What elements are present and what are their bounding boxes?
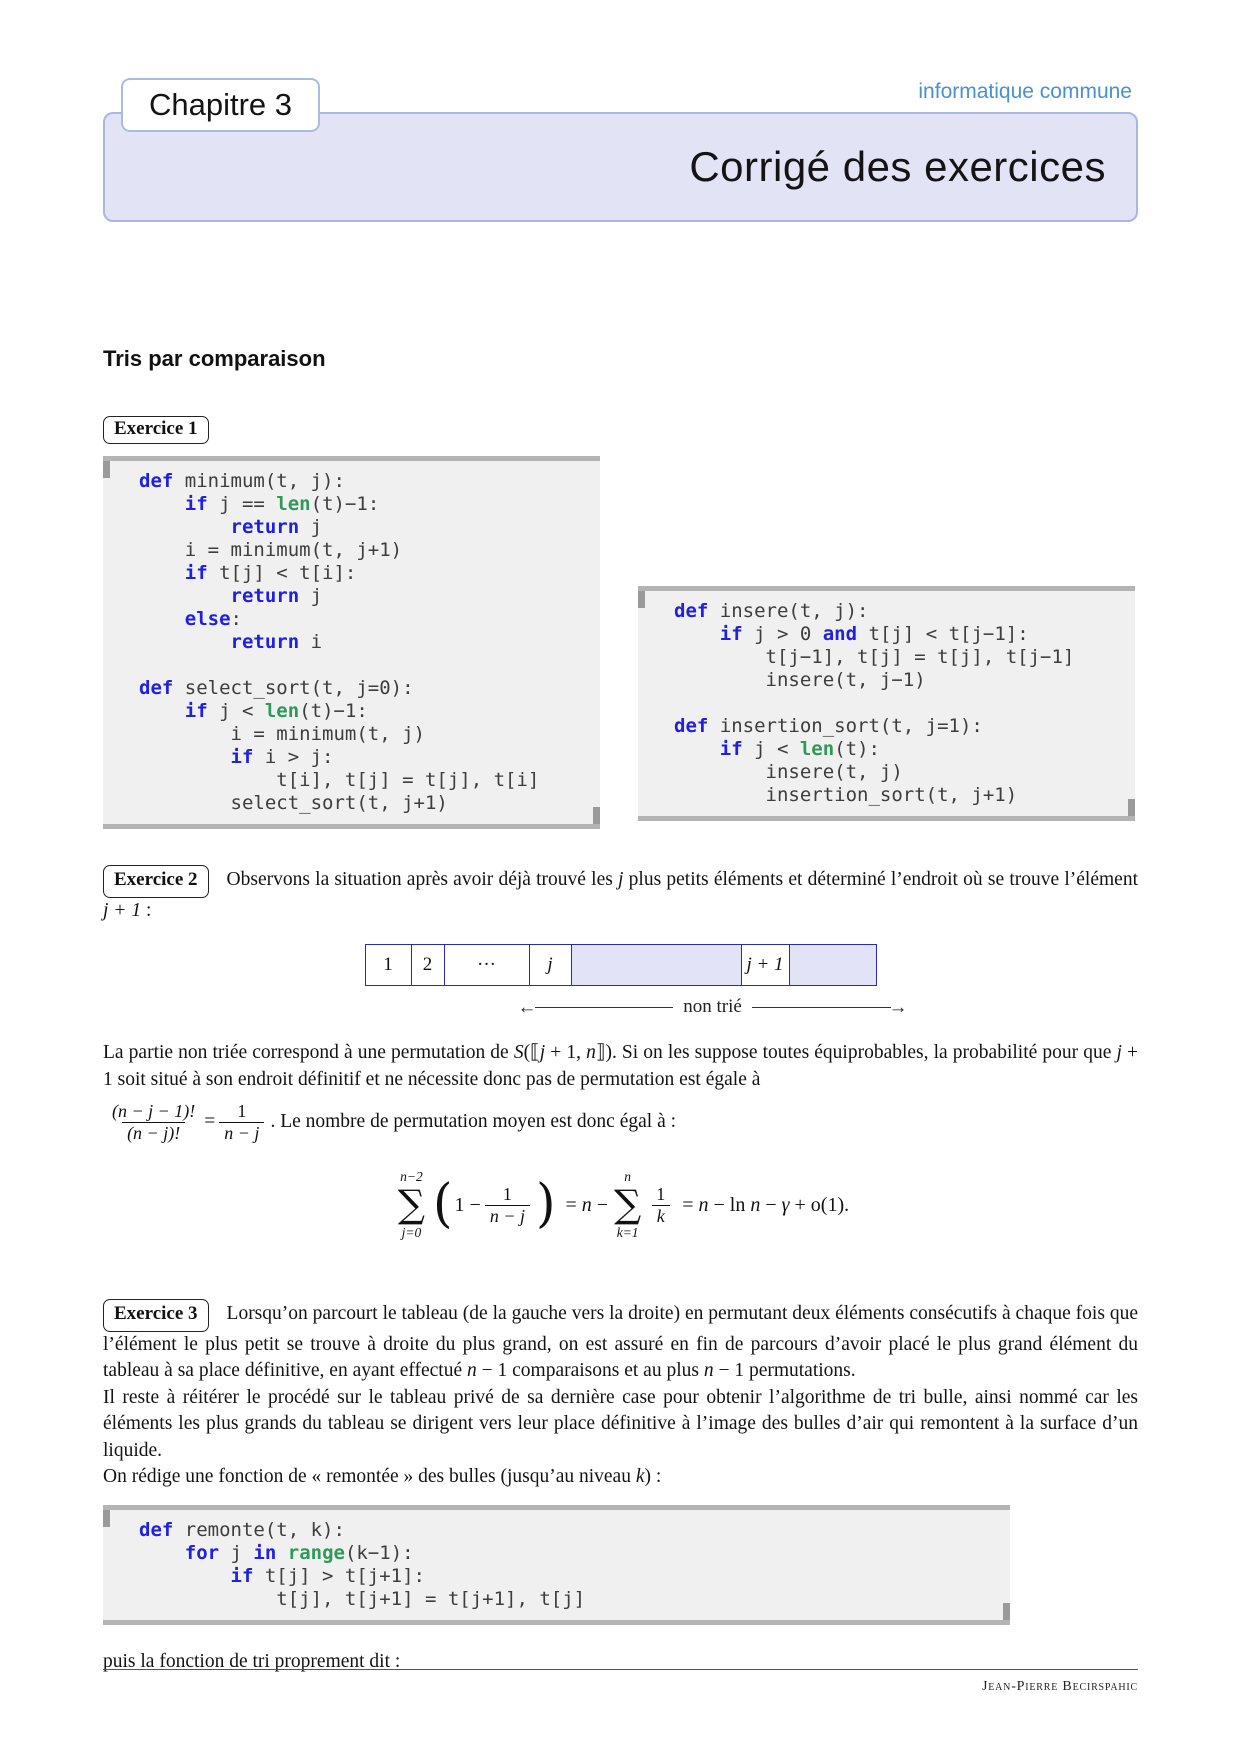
code-text [139,608,185,630]
page-footer [103,1669,1138,1695]
code-line [139,1565,1000,1588]
fraction-numerator: 1 [656,1184,666,1205]
code-text [139,631,231,653]
text-segment: + 1, [545,1042,587,1063]
sigma-icon: ∑ [614,1182,642,1227]
code-text: (t)−1: [310,493,380,515]
code-line [139,608,590,631]
code-text: j [299,585,323,607]
exercise-2-paragraph [103,865,1138,924]
code-text: insertion_sort(t, j+1) [674,784,1018,806]
code-line [139,516,590,539]
code-text: insere(t, j): [708,600,869,622]
code-text [139,1542,185,1564]
code-keyword: if [184,493,208,515]
right-arrow-icon: → [888,996,908,1018]
code-text: i = minimum(t, j+1) [139,539,403,561]
array-cell: 1 [366,945,412,985]
arrow-line [752,1007,891,1008]
probability-line-text: . Le nombre de permutation moyen est donc égal à : [270,1111,677,1133]
sum-lower-limit: k=1 [616,1225,639,1241]
code-line [139,493,590,516]
text-segment: n [698,1193,709,1216]
code-line [674,715,1125,738]
code-line [139,723,590,746]
fraction-numerator: 1 [502,1184,512,1205]
code-line [139,746,590,769]
code-line [139,677,590,700]
code-text: j < [742,738,800,760]
code-text: (k−1): [344,1541,414,1564]
text-segment: − 1 comparaisons et au plus [476,1360,704,1382]
fraction-numerator: (n − j − 1)! [112,1101,196,1121]
exercise-3-paragraph-1 [103,1299,1138,1385]
code-text: t[j] < t[j−1]: [857,623,1029,645]
code-line [674,623,1125,646]
text-segment: − 1 permutations. [713,1360,856,1382]
text-segment: ⟧). Si on les suppose toutes équiprobables, la probabilité pour que [595,1042,1117,1063]
text-segment: Lorsqu’on parcourt le tableau (de la gauche vers la droite) en permutant deux éléments consécutifs à chaque fois que l’élément le plus petit se trouve à droite du plus grand, on est assuré en fin de parcours d’avoir placé le plus grand élément du tableau à sa place définitive, en ayant effectué [103,1303,1138,1382]
section-heading: Tris par comparaison [103,346,326,371]
exercise-2-label: Exercice 2 [103,865,209,898]
fraction-denominator: n − j [219,1122,264,1144]
code-block-insertion-sort [638,586,1135,821]
exercise-3-paragraph-3 [103,1464,1138,1491]
fraction-denominator: n − j [485,1205,530,1227]
sum-lower-limit: j=0 [401,1225,422,1241]
text-segment: − [591,1193,609,1216]
diagram-caption: non trié [683,996,742,1017]
text-segment: On rédige une fonction de « remontée » des bulles (jusqu’au niveau [103,1466,636,1488]
code-text: select_sort(t, j+1) [139,792,448,814]
display-formula [103,1157,1138,1253]
formula-middle [566,1194,609,1217]
array-diagram [365,944,877,986]
code-keyword: def [139,470,174,492]
code-builtin: len [276,493,311,515]
code-keyword: def [674,600,709,622]
code-line [139,539,590,562]
text-segment: − [760,1193,782,1216]
code-line [139,562,590,585]
code-line [674,646,1125,669]
text-segment: + 1 soit situé à son endroit définitif et ne nécessite donc pas de permutation est égale à [103,1042,1138,1090]
fraction [651,1184,670,1226]
code-keyword: and [822,623,858,645]
code-keyword: if [184,562,208,584]
exercise-1-label: Exercice 1 [103,416,209,444]
text-segment: n [581,1193,592,1216]
code-keyword: for [184,1541,220,1564]
sigma-icon: ∑ [397,1182,426,1227]
text-segment: = [682,1193,699,1216]
closing-paragraph: puis la fonction de tri proprement dit : [103,1650,401,1672]
code-line [139,631,590,654]
code-text: : [230,608,242,630]
array-cell: 2 [412,945,445,985]
code-text [139,585,231,607]
code-builtin: len [799,738,835,760]
code-text: i = minimum(t, j) [139,723,425,745]
text-segment: plus petits éléments et déterminé l’endroit où se trouve l’élément [623,869,1138,890]
fraction-denominator: k [652,1205,670,1227]
code-block-selection-sort [103,456,600,829]
code-text [139,562,185,584]
code-text: j < [207,700,265,722]
sum-operator [398,1169,425,1241]
code-text: j == [207,493,277,515]
code-text: (t)−1: [299,700,368,722]
text-segment: = [565,1193,582,1216]
text-segment: Il reste à réitérer le procédé sur le tableau privé de sa dernière case pour obtenir l’algorithme de tri bulle, ainsi nommé car les éléments les plus grands du tableau se dirigent vers leur place définitive à l’image des bulles d’air qui remontent à la surface d’un liquide. [103,1386,1138,1461]
code-text: j [219,1541,254,1564]
text-segment: j [539,1042,546,1063]
code-text: insere(t, j−1) [674,669,926,691]
equals-sign: = [204,1111,216,1133]
code-text: i [299,631,323,653]
fraction-inverse [219,1101,264,1143]
code-block-remonte [103,1505,1010,1625]
code-row [103,456,1138,829]
exercise-3-label: Exercice 3 [103,1299,209,1332]
code-keyword: if [719,738,743,760]
code-keyword: in [253,1541,277,1564]
code-line [674,600,1125,623]
text-segment: j [618,869,624,890]
code-line [139,769,590,792]
exercise-2-intro [103,869,1138,921]
code-text: remonte(t, k): [173,1518,345,1541]
code-text [139,493,185,515]
text-segment: + o(1). [789,1193,850,1216]
code-line [674,669,1125,692]
probability-line [103,1101,1138,1143]
fraction-numerator: 1 [237,1101,247,1121]
code-line [139,700,590,723]
code-keyword: return [230,585,300,607]
chapter-badge: Chapitre 3 [121,78,320,132]
array-cell-unsorted [790,945,876,985]
array-cell-unsorted [572,945,742,985]
fraction-factorial [107,1101,200,1143]
code-text: i > j: [253,746,334,768]
text-segment: n [703,1360,714,1382]
code-line [139,1588,1000,1611]
text-segment: k [635,1466,645,1488]
code-text [674,623,720,645]
code-line [139,1542,1000,1565]
page-header [103,0,1138,222]
code-line [674,761,1125,784]
text-segment: n [467,1360,477,1382]
code-keyword: return [230,631,300,653]
arrow-line [535,1007,674,1008]
code-text [276,1542,287,1564]
code-text: t[j], t[j+1] = t[j+1], t[j] [139,1587,586,1610]
text-segment: γ [781,1193,790,1216]
code-line [139,792,590,815]
code-text: select_sort(t, j=0): [173,677,414,699]
code-line [139,585,590,608]
text-segment: n [750,1193,761,1216]
right-paren: ) [535,1172,556,1234]
array-cell: ··· [445,945,530,985]
fraction [485,1184,530,1226]
code-text: j [299,516,323,538]
code-keyword: if [184,700,208,722]
sum-operator [614,1169,641,1241]
formula-lead: 1 − [454,1193,481,1216]
author-name: Jean-Pierre Becirspahic [982,1679,1138,1694]
code-line [139,1519,1000,1542]
left-paren: ( [433,1172,453,1234]
text-segment: S [513,1042,524,1063]
code-text: insertion_sort(t, j=1): [708,715,983,737]
text-segment: n [586,1042,596,1063]
code-line [674,784,1125,807]
code-line [139,654,590,677]
text-segment: Observons la situation après avoir déjà trouvé les [226,869,619,890]
code-keyword: if [230,1564,254,1587]
code-builtin: len [264,700,300,722]
code-builtin: range [287,1541,345,1564]
code-keyword: return [230,516,300,538]
code-text [674,738,720,760]
page-title: Corrigé des exercices [689,143,1106,190]
left-arrow-icon: ← [517,996,537,1018]
formula-tail [682,1194,849,1217]
code-text: t[j] > t[j+1]: [253,1564,425,1587]
text-segment: : [141,899,152,921]
code-keyword: def [139,677,174,699]
code-keyword: if [719,623,743,645]
array-cell: j + 1 [742,945,790,985]
text-segment: La partie non triée correspond à une permutation de [103,1042,514,1063]
code-text [139,746,231,768]
code-text: (t): [834,738,880,760]
code-text: insere(t, j) [674,761,903,783]
code-text [139,700,185,722]
code-line [674,738,1125,761]
exercise-3-text-1 [103,1303,1138,1381]
code-text [139,1565,231,1587]
content-column [103,346,1138,1675]
code-keyword: def [674,715,709,737]
code-line [139,470,590,493]
code-keyword: if [230,746,254,768]
fraction-denominator: (n − j)! [122,1122,185,1144]
code-text: t[j] < t[i]: [207,562,357,584]
code-text: minimum(t, j): [173,470,345,492]
exercise-2-analysis [103,1040,1138,1093]
diagram-caption-row [518,996,908,1018]
code-text: t[j−1], t[j] = t[j], t[j−1] [674,646,1075,668]
code-text [139,516,231,538]
text-segment: j + 1 [103,899,142,921]
code-text: j > 0 [742,623,823,645]
sum-upper-limit: n−2 [400,1169,423,1185]
exercise-3-paragraph-2 [103,1385,1138,1465]
array-cell: j [530,945,572,985]
sum-upper-limit: n [624,1169,631,1185]
code-keyword: else [184,608,231,630]
text-segment: ) : [644,1466,662,1488]
course-label: informatique commune [918,80,1132,103]
text-segment: − ln [708,1193,751,1216]
code-text: t[i], t[j] = t[j], t[i] [139,769,540,791]
code-line [674,692,1125,715]
exercise-1-row [103,416,1138,444]
text-segment: (⟦ [523,1042,540,1063]
text-segment: j [1116,1042,1122,1063]
code-keyword: def [139,1518,174,1541]
